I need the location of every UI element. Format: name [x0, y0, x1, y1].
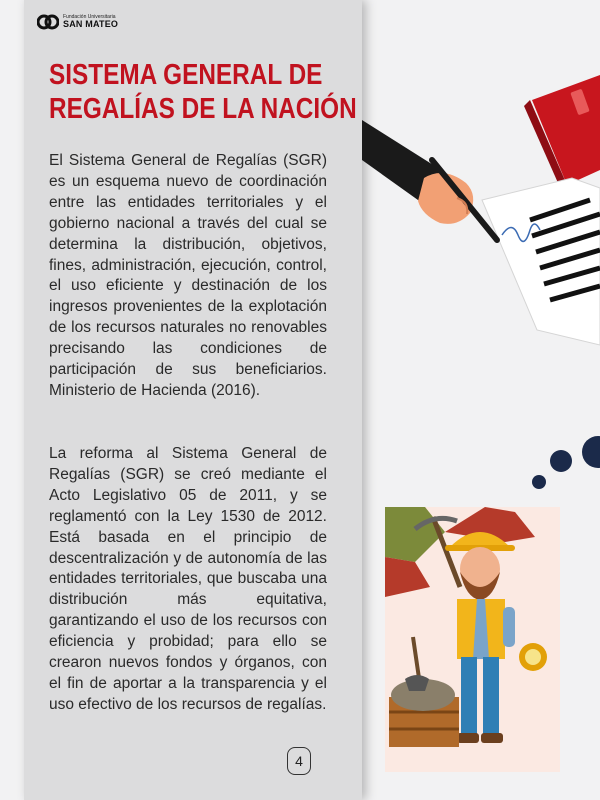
book-icon: [524, 75, 600, 192]
logo-mark-icon: [37, 12, 59, 32]
paragraph-1: El Sistema General de Regalías (SGR) es un esquema nuevo de coordinación entre las entidades territoriales y el gobierno nacional a través del cual se determina la distribución, objetivos, fines, administración, ejecución, control, el uso eficiente y destinación de los ingresos provenientes de la explotación de los recursos naturales no renovables precisando las condiciones de participación de sus beneficiarios. Ministerio de Hacienda (2016).: [49, 152, 327, 399]
miner-illustration-icon: [385, 507, 560, 772]
signing-illustration: [362, 60, 600, 360]
signing-hand-icon: [362, 120, 497, 240]
paragraph-2: La reforma al Sistema General de Regalías (SGR) se creó mediante el Acto Legislativo 05 de 2011, y se reglamentó con la Ley 1530 de 2012. Está basada en el principio de descentralización y de autonomía de las entidades territoriales, que buscaba una distribución más equitativa, garantizando el uso de los recursos con eficiencia y probidad; para ello se crearon nuevos fondos y órganos, con el fin de aportar a la transparencia y el uso efectivo de los recursos de regalías.: [49, 445, 327, 713]
page-number: 4: [287, 747, 311, 775]
logo-line1: Fundación Universitaria: [63, 14, 116, 20]
title-line1: SISTEMA GENERAL DE: [49, 59, 323, 91]
title-line2: REGALÍAS DE LA NACIÓN: [49, 93, 357, 125]
logo-line2: SAN MATEO: [63, 19, 119, 29]
dots-decoration-icon: [528, 430, 600, 492]
logo: [37, 12, 118, 32]
page-title: [49, 58, 357, 126]
paper-document: [482, 178, 600, 345]
